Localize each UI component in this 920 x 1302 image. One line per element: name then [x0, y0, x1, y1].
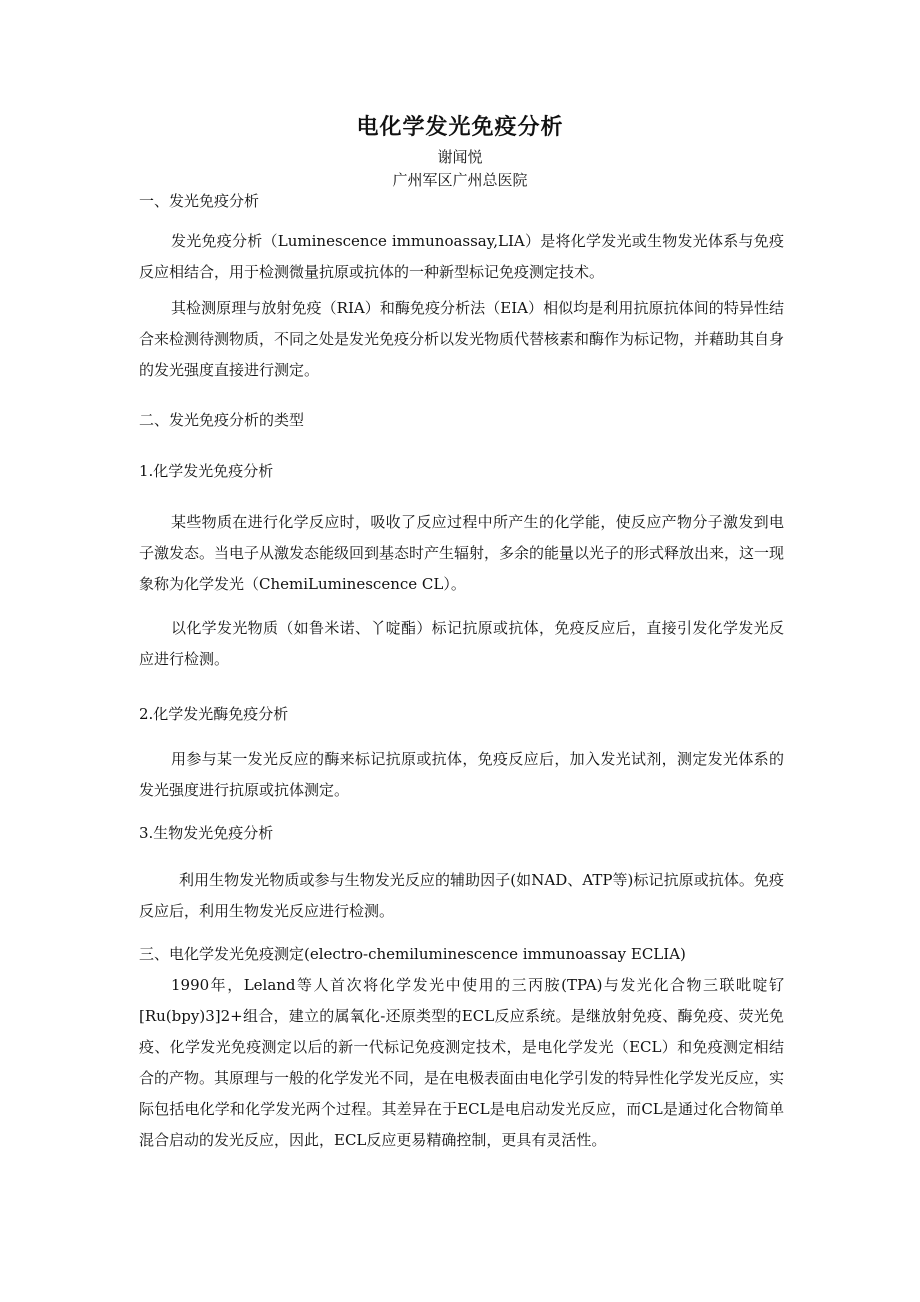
- section-1-paragraph-1: 发光免疫分析（Luminescence immunoassay,LIA）是将化学发光或生物发光体系与免疫反应相结合，用于检测微量抗原或抗体的一种新型标记免疫测定技术。: [139, 232, 784, 281]
- section-heading-3: 三、电化学发光免疫测定(electro-chemiluminescence immunoassay ECLIA): [139, 945, 686, 963]
- section-1-paragraph-2: 其检测原理与放射免疫（RIA）和酶免疫分析法（EIA）相似均是利用抗原抗体间的特异性结合来检测待测物质，不同之处是发光免疫分析以发光物质代替核素和酶作为标记物，并藉助其自身的发光强度直接进行测定。: [139, 299, 785, 379]
- section-3-paragraph-1: 1990年，Leland等人首次将化学发光中使用的三丙胺(TPA)与发光化合物三联吡啶钌[Ru(bpy)3]2+组合，建立的属氧化-还原类型的ECL反应系统。是继放射免疫、酶免疫、荧光免疫、化学发光免疫测定以后的新一代标记免疫测定技术，是电化学发光（ECL）和免疫测定相结合的产物。其原理与一般的化学发光不同，是在电极表面由电化学引发的特异性化学发光反应，实际包括电化学和化学发光两个过程。其差异在于ECL是电启动发光反应，而CL是通过化合物简单混合启动的发光反应，因此，ECL反应更易精确控制，更具有灵活性。: [139, 976, 785, 1149]
- section-heading-1: 一、发光免疫分析: [139, 192, 260, 210]
- subsection-2-3-paragraph-1: 利用生物发光物质或参与生物发光反应的辅助因子(如NAD、ATP等)标记抗原或抗体。免疫反应后，利用生物发光反应进行检测。: [139, 871, 784, 920]
- author-affiliation: 广州军区广州总医院: [392, 171, 528, 189]
- subsection-2-1-paragraph-2: 以化学发光物质（如鲁米诺、丫啶酯）标记抗原或抗体，免疫反应后，直接引发化学发光反应进行检测。: [139, 619, 784, 668]
- subsection-2-1-paragraph-1: 某些物质在进行化学反应时，吸收了反应过程中所产生的化学能，使反应产物分子激发到电子激发态。当电子从激发态能级回到基态时产生辐射，多余的能量以光子的形式释放出来，这一现象称为化学发光（ChemiLuminescence CL）。: [139, 513, 785, 593]
- author-name: 谢闻悦: [437, 148, 483, 166]
- subsection-2-2-paragraph-1: 用参与某一发光反应的酶来标记抗原或抗体，免疫反应后，加入发光试剂，测定发光体系的发光强度进行抗原或抗体测定。: [139, 750, 784, 799]
- section-heading-2: 二、发光免疫分析的类型: [139, 411, 305, 429]
- subsection-heading-2-1: 1.化学发光免疫分析: [139, 462, 274, 480]
- subsection-heading-2-3: 3.生物发光免疫分析: [139, 824, 274, 842]
- document-title: 电化学发光免疫分析: [356, 115, 564, 140]
- subsection-heading-2-2: 2.化学发光酶免疫分析: [139, 705, 289, 723]
